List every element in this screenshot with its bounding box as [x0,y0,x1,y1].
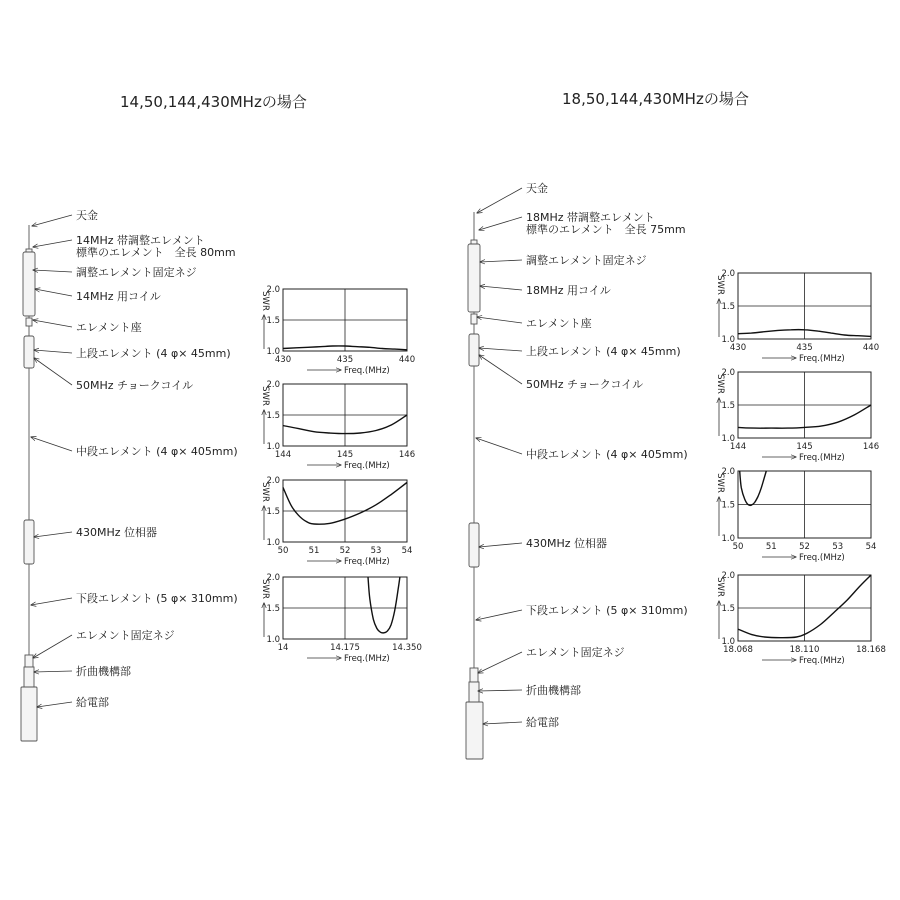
callout-label: 給電部 [526,716,559,729]
callout-arrow [479,355,522,384]
x-tick-label: 145 [796,442,813,452]
x-tick-label: 14 [277,643,289,653]
y-tick-label: 1.5 [721,401,735,411]
callout-label: エレメント固定ネジ [526,646,625,659]
x-tick-label: 52 [799,542,810,552]
callout-label: 折曲機構部 [526,684,581,697]
swr-chart [260,476,412,567]
callout-label: 18MHz 帯調整エレメント [526,211,655,224]
y-tick-label: 1.5 [266,411,280,421]
y-tick-label: 2.0 [266,285,280,295]
x-axis-label: Freq.(MHz) [799,656,845,666]
x-tick-label: 430 [274,355,292,365]
y-axis-label: SWR [260,291,270,311]
callout-arrow [476,438,522,454]
callout-label: 14MHz 用コイル [76,290,161,303]
x-tick-label: 50 [277,546,289,556]
callout-arrow [478,690,522,691]
callout-label: 下段エレメント (5 φ× 310mm) [76,592,238,605]
callout-label: 下段エレメント (5 φ× 310mm) [526,604,688,617]
y-tick-label: 1.0 [721,637,735,647]
callout-label: 430MHz 位相器 [526,537,608,550]
callout-label: 給電部 [76,696,109,709]
x-tick-label: 440 [398,355,416,365]
right-panel-title: 18,50,144,430MHzの場合 [562,90,749,108]
x-tick-label: 51 [308,546,320,556]
x-axis-label: Freq.(MHz) [344,461,390,471]
y-tick-label: 1.5 [721,302,735,312]
x-tick-label: 435 [796,343,813,353]
x-tick-label: 53 [832,542,844,552]
y-tick-label: 1.5 [721,604,735,614]
y-axis-label: SWR [715,374,725,394]
callout-label: エレメント固定ネジ [76,629,175,642]
y-tick-label: 1.5 [266,316,280,326]
left-antenna [21,225,37,741]
callout-label: 天金 [526,182,548,195]
callout-arrow [483,722,522,724]
y-tick-label: 1.0 [266,347,280,357]
right-antenna [466,212,483,759]
y-tick-label: 1.0 [266,635,280,645]
callout-label: 上段エレメント (4 φ× 45mm) [526,345,681,358]
y-tick-label: 2.0 [266,380,280,390]
swr-chart [260,573,422,664]
y-axis-label: SWR [715,275,725,295]
x-tick-label: 145 [336,450,354,460]
callout-label: 18MHz 用コイル [526,284,611,297]
callout-arrow [480,286,522,290]
callout-label: 調整エレメント固定ネジ [76,266,197,279]
y-tick-label: 2.0 [721,571,735,581]
x-axis-label: Freq.(MHz) [799,354,845,364]
callout-arrow [33,270,72,272]
callout-label: 調整エレメント固定ネジ [526,254,647,267]
x-tick-label: 144 [729,442,747,452]
callout-label: 14MHz 帯調整エレメント [76,234,205,247]
swr-chart [715,269,879,364]
x-tick-label: 14.175 [330,643,360,653]
callout-arrow [480,260,522,262]
left-callouts [31,208,238,709]
x-tick-label: 18.110 [789,645,820,655]
callout-label: エレメント座 [76,321,142,334]
callout-arrow [33,635,72,658]
x-tick-label: 146 [398,450,416,460]
callout-label: 天金 [76,209,98,222]
swr-chart [715,571,886,666]
x-tick-label: 144 [274,450,292,460]
y-axis-label: SWR [715,577,725,597]
callout-label: 標準のエレメント 全長 75mm [526,223,686,236]
x-tick-label: 435 [336,355,354,365]
y-tick-label: 2.0 [266,573,280,583]
callout-arrow [477,188,522,213]
callout-arrow [31,437,72,451]
x-axis-label: Freq.(MHz) [344,366,390,376]
callout-arrow [31,598,72,605]
callout-arrow [479,217,522,230]
y-tick-label: 1.0 [721,335,735,345]
x-tick-label: 146 [862,442,880,452]
callout-label: 折曲機構部 [76,665,131,678]
callout-arrow [32,215,72,226]
x-axis-label: Freq.(MHz) [344,557,390,567]
callout-label: 50MHz チョークコイル [526,378,644,391]
x-tick-label: 440 [862,343,880,353]
x-axis-label: Freq.(MHz) [799,553,845,563]
callout-arrow [35,289,72,296]
x-tick-label: 14.350 [392,643,422,653]
y-axis-label: SWR [260,386,270,406]
callout-arrow [33,240,72,247]
callout-arrow [478,652,522,673]
callout-label: 中段エレメント (4 φ× 405mm) [526,448,688,461]
y-tick-label: 1.5 [266,507,280,517]
callout-label: 上段エレメント (4 φ× 45mm) [76,347,231,360]
swr-chart [260,380,415,471]
swr-chart [260,285,415,376]
callout-arrow [476,610,522,620]
callout-arrow [34,671,72,672]
x-axis-label: Freq.(MHz) [344,654,390,664]
callout-arrow [34,358,72,385]
x-tick-label: 18.068 [723,645,753,655]
x-tick-label: 50 [732,542,744,552]
y-axis-label: SWR [260,579,270,599]
callout-arrow [479,543,522,547]
y-tick-label: 1.5 [721,500,735,511]
y-tick-label: 1.5 [266,604,280,614]
callout-label: エレメント座 [526,317,592,330]
swr-chart [715,368,879,463]
callout-label: 中段エレメント (4 φ× 405mm) [76,445,238,458]
callout-label: 430MHz 位相器 [76,526,158,539]
swr-curve [368,577,400,633]
y-tick-label: 2.0 [721,269,735,279]
callout-label: 50MHz チョークコイル [76,379,194,392]
x-tick-label: 54 [865,542,877,552]
swr-chart [715,467,876,563]
y-tick-label: 1.0 [266,538,280,548]
y-tick-label: 1.0 [266,442,280,452]
y-axis-label: SWR [715,473,725,493]
y-tick-label: 1.0 [721,534,735,544]
callout-arrow [34,350,72,353]
x-tick-label: 51 [765,542,777,552]
right-callouts [476,181,688,729]
callout-arrow [34,532,72,537]
swr-curve [740,471,767,505]
x-tick-label: 53 [370,546,382,556]
y-tick-label: 1.0 [721,434,735,444]
x-tick-label: 430 [729,343,747,353]
x-tick-label: 18.168 [856,645,886,655]
callout-arrow [37,702,72,707]
left-panel-title: 14,50,144,430MHzの場合 [120,93,307,111]
callout-arrow [477,317,522,323]
callout-arrow [479,348,522,351]
callout-arrow [33,320,72,327]
y-tick-label: 2.0 [721,467,735,477]
x-axis-label: Freq.(MHz) [799,453,845,463]
callout-label: 標準のエレメント 全長 80mm [76,246,236,259]
x-tick-label: 52 [339,546,351,556]
y-tick-label: 2.0 [266,476,280,486]
y-axis-label: SWR [260,482,270,502]
x-tick-label: 54 [401,546,413,556]
y-tick-label: 2.0 [721,368,735,378]
